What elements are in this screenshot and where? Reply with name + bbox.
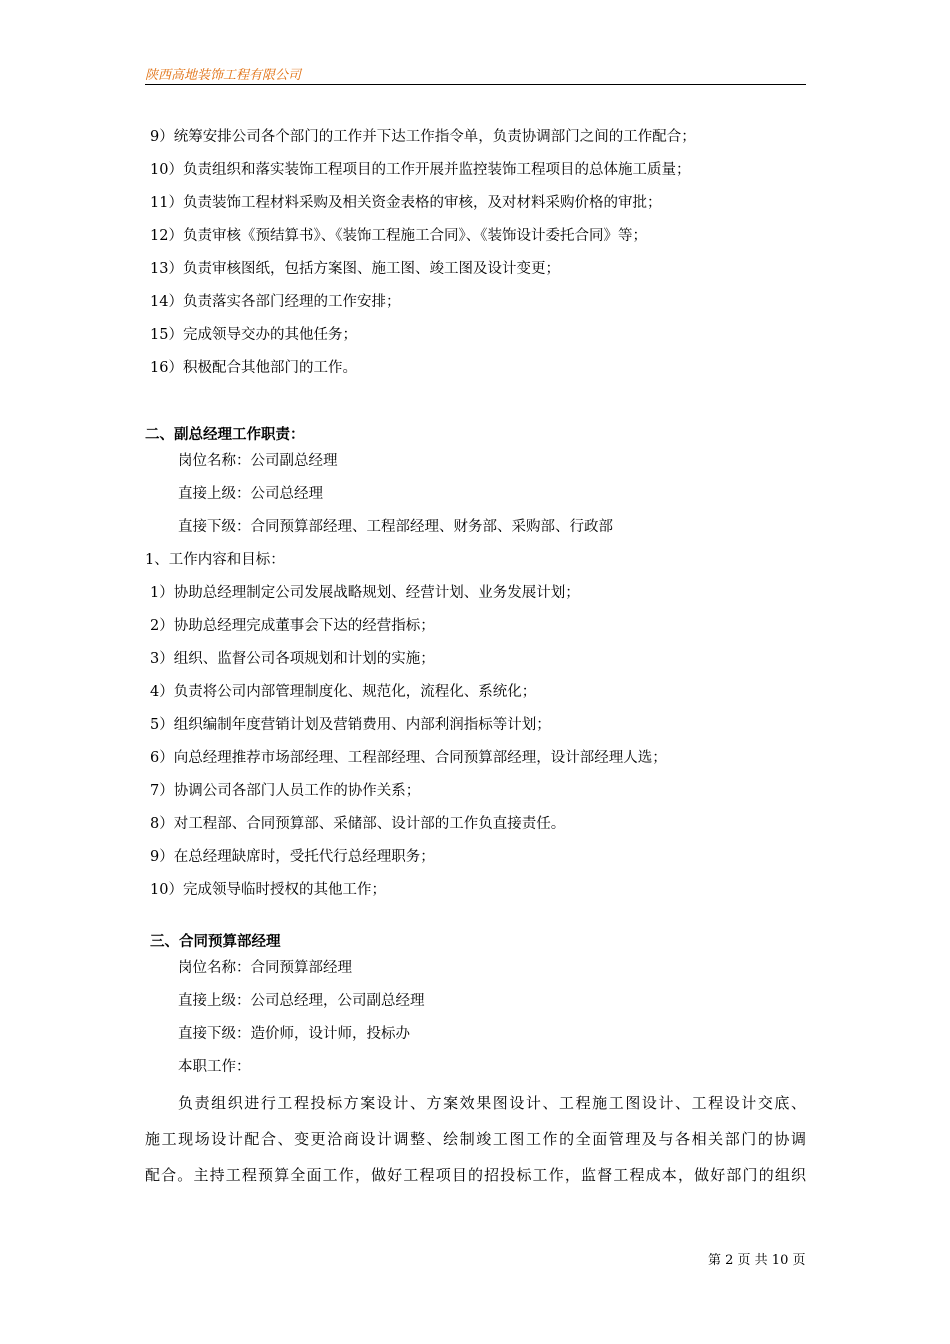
section-title: 三、合同预算部经理 bbox=[150, 934, 281, 950]
list-item: 3）组织、监督公司各项规划和计划的实施； bbox=[150, 651, 435, 667]
paragraph-line: 配合。主持工程预算全面工作，做好工程项目的招投标工作，监督工程成本，做好部门的组织 bbox=[145, 1166, 806, 1184]
position-name: 岗位名称：公司副总经理 bbox=[178, 453, 338, 469]
list-item: 6）向总经理推荐市场部经理、工程部经理、合同预算部经理，设计部经理人选； bbox=[150, 750, 667, 766]
section-title: 二、副总经理工作职责： bbox=[145, 427, 305, 443]
list-item: 1）协助总经理制定公司发展战略规划、经营计划、业务发展计划； bbox=[150, 585, 580, 601]
list-item: 4）负责将公司内部管理制度化、规范化，流程化、系统化； bbox=[150, 684, 537, 700]
position-name: 岗位名称：合同预算部经理 bbox=[178, 960, 352, 976]
list-item: 10）负责组织和落实装饰工程项目的工作开展并监控装饰工程项目的总体施工质量； bbox=[150, 162, 691, 178]
list-item: 9）统筹安排公司各个部门的工作并下达工作指令单，负责协调部门之间的工作配合； bbox=[150, 129, 696, 145]
list-item: 11）负责装饰工程材料采购及相关资金表格的审核，及对材料采购价格的审批； bbox=[150, 195, 662, 211]
list-item: 15）完成领导交办的其他任务； bbox=[150, 327, 357, 343]
list-item: 9）在总经理缺席时，受托代行总经理职务； bbox=[150, 849, 435, 865]
direct-subordinates: 直接下级：合同预算部经理、工程部经理、财务部、采购部、行政部 bbox=[178, 519, 613, 535]
list-item: 5）组织编制年度营销计划及营销费用、内部利润指标等计划； bbox=[150, 717, 551, 733]
paragraph-line: 负责组织进行工程投标方案设计、方案效果图设计、工程施工图设计、工程设计交底、 bbox=[178, 1094, 806, 1112]
list-item: 2）协助总经理完成董事会下达的经营指标； bbox=[150, 618, 435, 634]
direct-superior: 直接上级：公司总经理 bbox=[178, 486, 323, 502]
paragraph-line: 施工现场设计配合、变更洽商设计调整、绘制竣工图工作的全面管理及与各相关部门的协调 bbox=[145, 1130, 806, 1148]
list-item: 13）负责审核图纸，包括方案图、施工图、竣工图及设计变更； bbox=[150, 261, 560, 277]
goals-title: 1、工作内容和目标： bbox=[145, 552, 285, 568]
header-company-name: 陕西高地装饰工程有限公司 bbox=[145, 68, 302, 83]
list-item: 10）完成领导临时授权的其他工作； bbox=[150, 882, 386, 898]
page-number: 第 2 页 共 10 页 bbox=[708, 1253, 806, 1268]
duty-label: 本职工作： bbox=[178, 1059, 251, 1075]
direct-subordinates: 直接下级：造价师，设计师，投标办 bbox=[178, 1026, 410, 1042]
list-item: 8）对工程部、合同预算部、采储部、设计部的工作负直接责任。 bbox=[150, 816, 566, 832]
list-item: 16）积极配合其他部门的工作。 bbox=[150, 360, 357, 376]
list-item: 12）负责审核《预结算书》、《装饰工程施工合同》、《装饰设计委托合同》等； bbox=[150, 228, 647, 244]
direct-superior: 直接上级：公司总经理，公司副总经理 bbox=[178, 993, 425, 1009]
list-item: 14）负责落实各部门经理的工作安排； bbox=[150, 294, 401, 310]
header-divider bbox=[145, 84, 806, 85]
list-item: 7）协调公司各部门人员工作的协作关系； bbox=[150, 783, 421, 799]
